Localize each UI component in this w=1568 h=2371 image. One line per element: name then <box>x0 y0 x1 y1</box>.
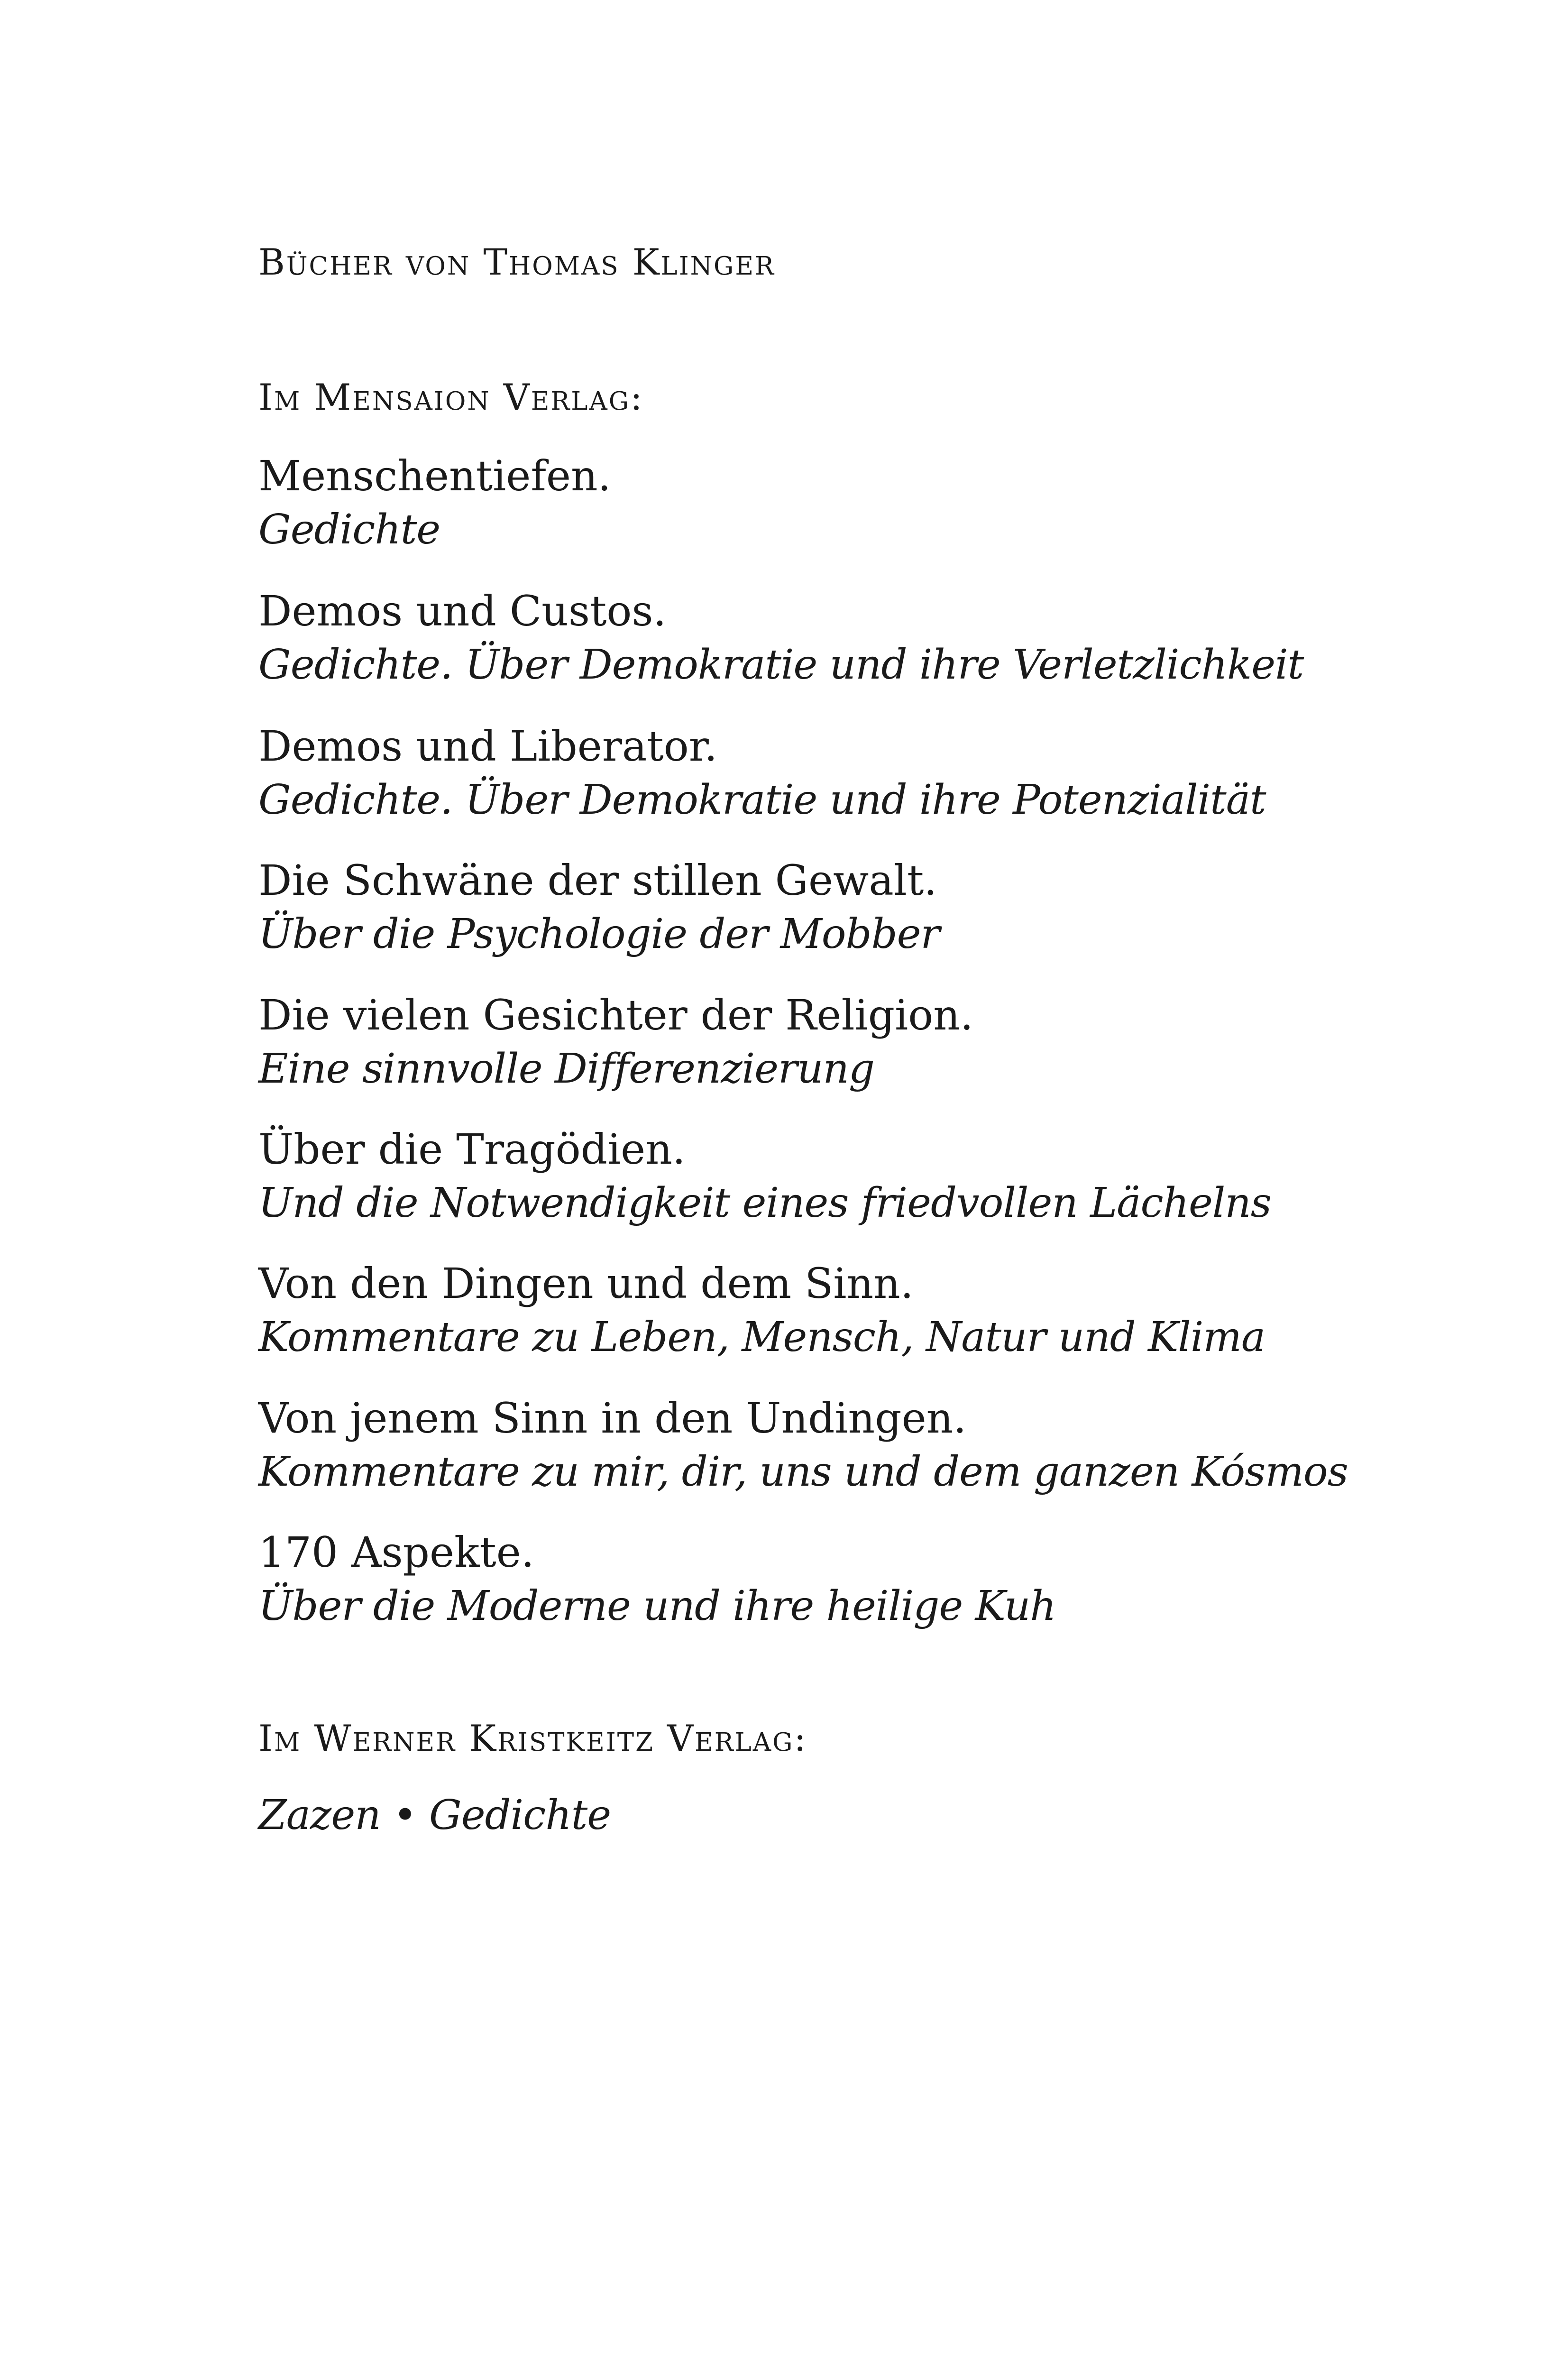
book-entry <box>258 856 1444 958</box>
book-title: 170 Aspekte. <box>258 1528 534 1577</box>
book-entry <box>258 722 1444 824</box>
book-entry <box>258 451 1444 553</box>
book-title: Demos und Custos. <box>258 587 667 635</box>
publisher-heading-mensaion: Im Mensaion Verlag: <box>258 376 644 418</box>
book-entry <box>258 1394 1444 1496</box>
book-subtitle: Über die Moderne und ihre heilige Kuh <box>258 1582 1056 1630</box>
book-subtitle: Und die Notwendigkeit eines friedvollen Lächelns <box>258 1179 1271 1227</box>
book-subtitle: Kommentare zu mir, dir, uns und dem ganzen Kósmos <box>258 1448 1348 1496</box>
book-subtitle: Gedichte <box>258 506 440 553</box>
book-title: Die vielen Gesichter der Religion. <box>258 991 973 1039</box>
book-entry <box>258 1125 1444 1227</box>
book-title: Die Schwäne der stillen Gewalt. <box>258 856 937 905</box>
book-title: Zazen • Gedichte <box>258 1792 611 1839</box>
book-subtitle: Gedichte. Über Demokratie und ihre Potenzialität <box>258 776 1266 824</box>
book-title: Menschentiefen. <box>258 451 611 500</box>
book-list-page <box>258 0 1444 2371</box>
book-subtitle: Kommentare zu Leben, Mensch, Natur und Klima <box>258 1314 1265 1361</box>
publisher-heading-kristkeitz: Im Werner Kristkeitz Verlag: <box>258 1717 808 1759</box>
book-subtitle: Eine sinnvolle Differenzierung <box>258 1045 874 1093</box>
book-title: Von jenem Sinn in den Undingen. <box>258 1394 967 1443</box>
book-entry <box>258 587 1444 689</box>
page-title: Bücher von Thomas Klinger <box>258 241 775 283</box>
book-title: Demos und Liberator. <box>258 722 718 771</box>
book-entry <box>258 1259 1444 1361</box>
book-entry <box>258 1528 1444 1630</box>
book-subtitle: Gedichte. Über Demokratie und ihre Verletzlichkeit <box>258 641 1304 689</box>
book-title: Über die Tragödien. <box>258 1125 686 1174</box>
book-entry <box>258 991 1444 1093</box>
book-subtitle: Über die Psychologie der Mobber <box>258 910 940 958</box>
book-title: Von den Dingen und dem Sinn. <box>258 1259 914 1308</box>
